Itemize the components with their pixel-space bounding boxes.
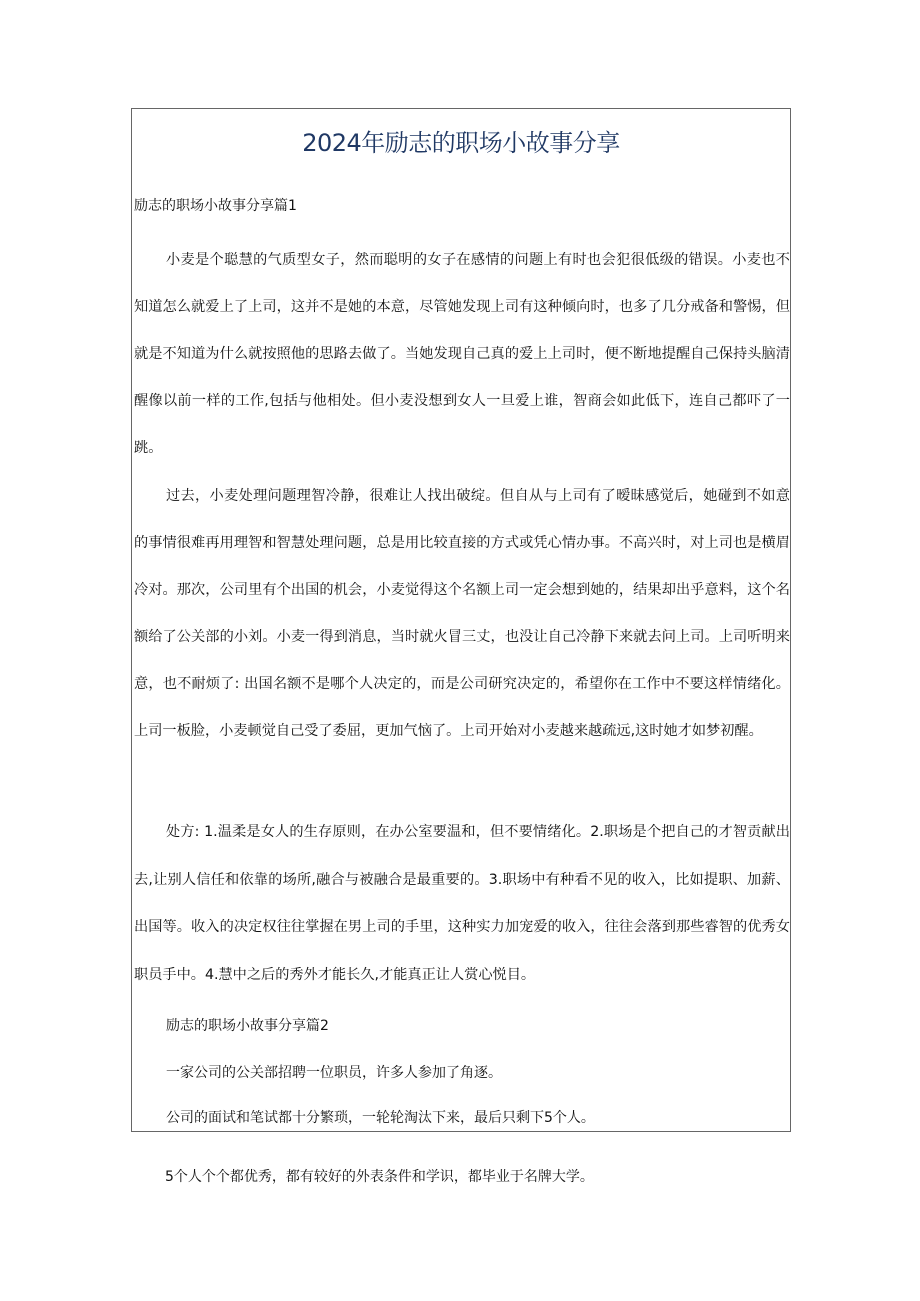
paragraph-2: 过去，小麦处理问题理智冷静，很难让人找出破绽。但自从与上司有了暧昧感觉后，她碰到不如意的事情很难再用理智和智慧处理问题，总是用比较直接的方式或凭心情办事。不高兴时，对上司也是横眉冷对。那次，公司里有个出国的机会，小麦觉得这个名额上司一定会想到她的，结果却出乎意料，这个名额给了公关部的小刘。小麦一得到消息，当时就火冒三丈，也没让自己冷静下来就去问上司。上司听明来意，也不耐烦了: 出国名额不是哪个人决定的，而是公司研究决定的，希望你在工作中不要这样情绪化。上司一板脸，小麦顿觉自己受了委屈，更加气恼了。上司开始对小麦越来越疏远,这时她才如梦初醒。 <box>134 488 790 739</box>
paragraph-3: 处方: 1.温柔是女人的生存原则，在办公室要温和，但不要情绪化。2.职场是个把自己的才智贡献出去,让别人信任和依靠的场所,融合与被融合是最重要的。3.职场中有种看不见的收入，比如提职、加薪、出国等。收入的决定权往往掌握在男上司的手里，这种实力加宠爱的收入，往往会落到那些睿智的优秀女职员手中。4.慧中之后的秀外才能长久,才能真正让人赏心悦目。 <box>134 824 790 983</box>
section2-heading: 励志的职场小故事分享篇2 <box>166 1018 329 1034</box>
section2-line-1: 一家公司的公关部招聘一位职员，许多人参加了角逐。 <box>166 1065 502 1081</box>
document-title: 2024年励志的职场小故事分享 <box>302 129 620 157</box>
section1-heading: 励志的职场小故事分享篇1 <box>134 198 297 214</box>
paragraph-1: 小麦是个聪慧的气质型女子，然而聪明的女子在感情的问题上有时也会犯很低级的错误。小麦也不知道怎么就爱上了上司，这并不是她的本意，尽管她发现上司有这种倾向时，也多了几分戒备和警惕，但就是不知道为什么就按照他的思路去做了。当她发现自己真的爱上上司时，便不断地提醒自己保持头脑清醒像以前一样的工作,包括与他相处。但小麦没想到女人一旦爱上谁，智商会如此低下，连自己都吓了一跳。 <box>134 252 790 456</box>
section2-line-2: 公司的面试和笔试都十分繁琐，一轮轮淘汰下来，最后只剩下5个人。 <box>166 1110 595 1126</box>
trailing-line: 5个人个个都优秀，都有较好的外表条件和学识，都毕业于名牌大学。 <box>165 1169 594 1185</box>
document-frame <box>131 108 791 1132</box>
